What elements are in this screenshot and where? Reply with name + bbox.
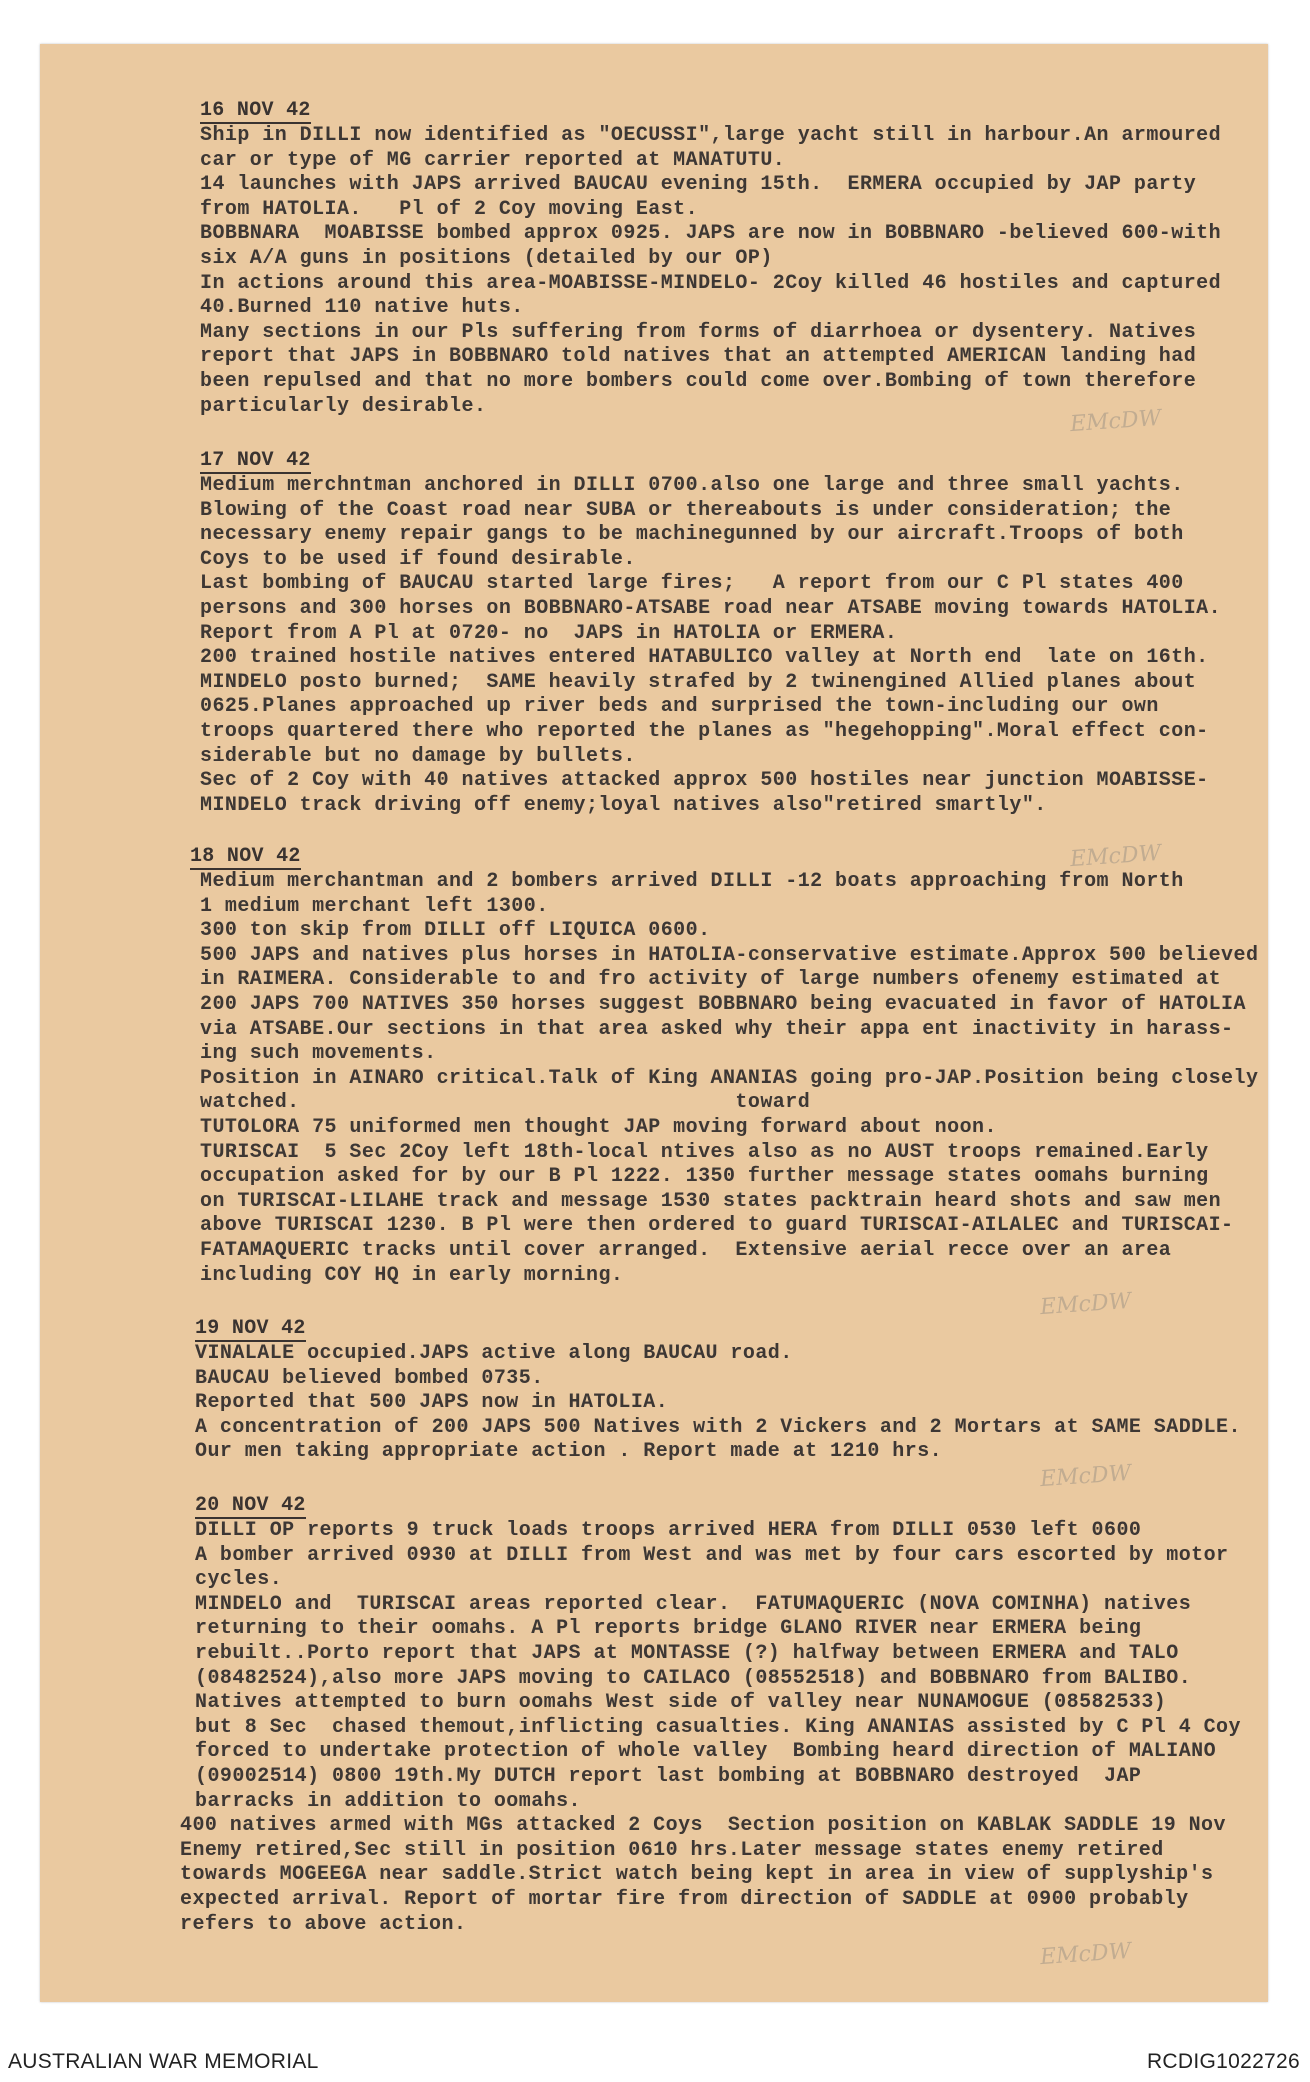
entry-text-line: watched. toward xyxy=(200,1091,811,1115)
entry-text-line: via ATSABE.Our sections in that area asked why their appa ent inactivity in harass- xyxy=(200,1017,1234,1041)
entry-text-line: from HATOLIA. Pl of 2 Coy moving East. xyxy=(200,197,699,221)
entry-text-line: six A/A guns in positions (detailed by our OP) xyxy=(200,247,773,270)
entry-text-line: A bomber arrived 0930 at DILLI from West and was met by four cars escorted by motor xyxy=(195,1543,1229,1567)
entry-text-line: occupation asked for by our B Pl 1222. 1350 further message states oomahs burning xyxy=(200,1165,1209,1189)
entry-text-line: BOBBNARA MOABISSE bombed approx 0925. JAPS are now in BOBBNARO -believed 600-with xyxy=(200,222,1222,246)
entry-text-line: MINDELO and TURISCAI areas reported clear. FATUMAQUERIC (NOVA COMINHA) natives xyxy=(195,1592,1192,1616)
entry-date-heading: 18 NOV 42 xyxy=(190,845,301,868)
entry-text-line: FATAMAQUERIC tracks until cover arranged. Extensive aerial recce over an area xyxy=(200,1239,1172,1262)
entry-text-line: expected arrival. Report of mortar fire from direction of SADDLE at 0900 probably xyxy=(180,1888,1189,1911)
entry-text-line: towards MOGEEGA near saddle.Strict watch being kept in area in view of supplyship's xyxy=(180,1863,1214,1887)
entry-text-line: refers to above action. xyxy=(180,1912,467,1936)
entry-text-line: persons and 300 horses on BOBBNARO-ATSABE road near ATSABE moving towards HATOLIA. xyxy=(200,597,1222,620)
entry-text-line: but 8 Sec chased themout,inflicting casualties. King ANANIAS assisted by C Pl 4 Coy xyxy=(195,1715,1241,1739)
entry-text-line: Medium merchantman and 2 bombers arrived DILLI -12 boats approaching from North xyxy=(200,870,1184,893)
entry-text-line: (08482524),also more JAPS moving to CAILACO (08552518) and BOBBNARO from BALIBO. xyxy=(195,1666,1192,1690)
footer-institution: AUSTRALIAN WAR MEMORIAL xyxy=(8,2050,319,2073)
entry-text-line: troops quartered there who reported the planes as "hegehopping".Moral effect con- xyxy=(200,720,1209,743)
entry-text-line: returning to their oomahs. A Pl reports bridge GLANO RIVER near ERMERA being xyxy=(195,1617,1142,1641)
entry-text-line: TUTOLORA 75 uniformed men thought JAP moving forward about noon. xyxy=(200,1116,997,1139)
handwritten-initials: EMcDW xyxy=(1069,405,1162,438)
footer-document-id: RCDIG1022726 xyxy=(1146,2050,1300,2073)
entry-text-line: Ship in DILLI now identified as "OECUSSI",large yacht still in harbour.An armoured xyxy=(200,124,1222,147)
entry-text-line: Reported that 500 JAPS now in HATOLIA. xyxy=(195,1391,669,1415)
entry-text-line: BAUCAU believed bombed 0735. xyxy=(195,1366,544,1390)
entry-text-line: 200 JAPS 700 NATIVES 350 horses suggest BOBBNARO being evacuated in favor of HATOLIA xyxy=(200,993,1246,1016)
entry-text-line: Sec of 2 Coy with 40 natives attacked approx 500 hostiles near junction MOABISSE- xyxy=(200,769,1209,793)
entry-text-line: TURISCAI 5 Sec 2Coy left 18th-local ntives also as no AUST troops remained.Early xyxy=(200,1140,1209,1164)
entry-text-line: ing such movements. xyxy=(200,1042,437,1066)
entry-text-line: 40.Burned 110 native huts. xyxy=(200,296,524,320)
entry-text-line: 200 trained hostile natives entered HATABULICO valley at North end late on 16th. xyxy=(200,646,1209,670)
entry-text-line: Blowing of the Coast road near SUBA or thereabouts is under consideration; the xyxy=(200,498,1172,522)
handwritten-initials: EMcDW xyxy=(1039,1460,1132,1493)
entry-date-heading: 20 NOV 42 xyxy=(195,1494,306,1517)
entry-text-line: particularly desirable. xyxy=(200,394,487,418)
entry-text-line: Medium merchntman anchored in DILLI 0700.also one large and three small yachts. xyxy=(200,474,1184,497)
entry-text-line: Natives attempted to burn oomahs West side of valley near NUNAMOGUE (08582533) xyxy=(195,1691,1167,1715)
entry-text-line: been repulsed and that no more bombers could come over.Bombing of town therefore xyxy=(200,370,1197,393)
entry-text-line: cycles. xyxy=(195,1568,283,1592)
entry-text-line: VINALALE occupied.JAPS active along BAUCAU road. xyxy=(195,1342,793,1365)
entry-date-heading: 16 NOV 42 xyxy=(200,99,311,122)
entry-text-line: MINDELO track driving off enemy;loyal natives also"retired smartly". xyxy=(200,793,1047,817)
entry-text-line: Coys to be used if found desirable. xyxy=(200,547,636,571)
entry-date-heading: 17 NOV 42 xyxy=(200,449,311,472)
entry-text-line: in RAIMERA. Considerable to and fro activity of large numbers ofenemy estimated at xyxy=(200,968,1222,992)
entry-text-line: Many sections in our Pls suffering from forms of diarrhoea or dysentery. Natives xyxy=(200,320,1197,344)
entry-text-line: 14 launches with JAPS arrived BAUCAU evening 15th. ERMERA occupied by JAP party xyxy=(200,173,1197,197)
handwritten-initials: EMcDW xyxy=(1069,840,1162,873)
entry-text-line: necessary enemy repair gangs to be machinegunned by our aircraft.Troops of both xyxy=(200,523,1184,547)
entry-text-line: (09002514) 0800 19th.My DUTCH report last bombing at BOBBNARO destroyed JAP xyxy=(195,1765,1142,1788)
entry-text-line: 500 JAPS and natives plus horses in HATOLIA-conservative estimate.Approx 500 believed xyxy=(200,943,1259,967)
entry-text-line: Enemy retired,Sec still in position 0610 hrs.Later message states enemy retired xyxy=(180,1838,1164,1862)
entry-text-line: car or type of MG carrier reported at MANATUTU. xyxy=(200,148,786,172)
entry-text-line: A concentration of 200 JAPS 500 Natives with 2 Vickers and 2 Mortars at SAME SADDLE. xyxy=(195,1415,1241,1439)
entry-text-line: Last bombing of BAUCAU started large fires; A report from our C Pl states 400 xyxy=(200,572,1184,596)
entry-text-line: Position in AINARO critical.Talk of King ANANIAS going pro-JAP.Position being closely xyxy=(200,1066,1259,1090)
entry-text-line: Our men taking appropriate action . Report made at 1210 hrs. xyxy=(195,1440,943,1464)
document-page xyxy=(40,44,1268,2002)
entry-text-line: siderable but no damage by bullets. xyxy=(200,744,636,768)
entry-text-line: on TURISCAI-LILAHE track and message 1530 states packtrain heard shots and saw men xyxy=(200,1189,1222,1213)
entry-text-line: In actions around this area-MOABISSE-MINDELO- 2Coy killed 46 hostiles and captured xyxy=(200,271,1222,295)
entry-text-line: 1 medium merchant left 1300. xyxy=(200,894,549,918)
handwritten-initials: EMcDW xyxy=(1039,1288,1132,1321)
entry-text-line: 400 natives armed with MGs attacked 2 Coys Section position on KABLAK SADDLE 19 Nov xyxy=(180,1814,1226,1838)
entry-text-line: MINDELO posto burned; SAME heavily strafed by 2 twinengined Allied planes about xyxy=(200,670,1197,694)
entry-date-heading: 19 NOV 42 xyxy=(195,1317,306,1340)
entry-text-line: 300 ton skip from DILLI off LIQUICA 0600. xyxy=(200,919,711,943)
entry-text-line: DILLI OP reports 9 truck loads troops arrived HERA from DILLI 0530 left 0600 xyxy=(195,1519,1142,1542)
entry-text-line: barracks in addition to oomahs. xyxy=(195,1789,582,1813)
entry-text-line: forced to undertake protection of whole valley Bombing heard direction of MALIANO xyxy=(195,1740,1217,1764)
entry-text-line: above TURISCAI 1230. B Pl were then ordered to guard TURISCAI-AILALEC and TURISCAI- xyxy=(200,1214,1234,1238)
entry-text-line: including COY HQ in early morning. xyxy=(200,1263,624,1287)
entry-text-line: rebuilt..Porto report that JAPS at MONTASSE (?) halfway between ERMERA and TALO xyxy=(195,1642,1179,1665)
handwritten-initials: EMcDW xyxy=(1039,1938,1132,1971)
entry-text-line: report that JAPS in BOBBNARO told natives that an attempted AMERICAN landing had xyxy=(200,345,1197,369)
entry-text-line: Report from A Pl at 0720- no JAPS in HATOLIA or ERMERA. xyxy=(200,621,898,645)
entry-text-line: 0625.Planes approached up river beds and surprised the town-including our own xyxy=(200,695,1159,719)
